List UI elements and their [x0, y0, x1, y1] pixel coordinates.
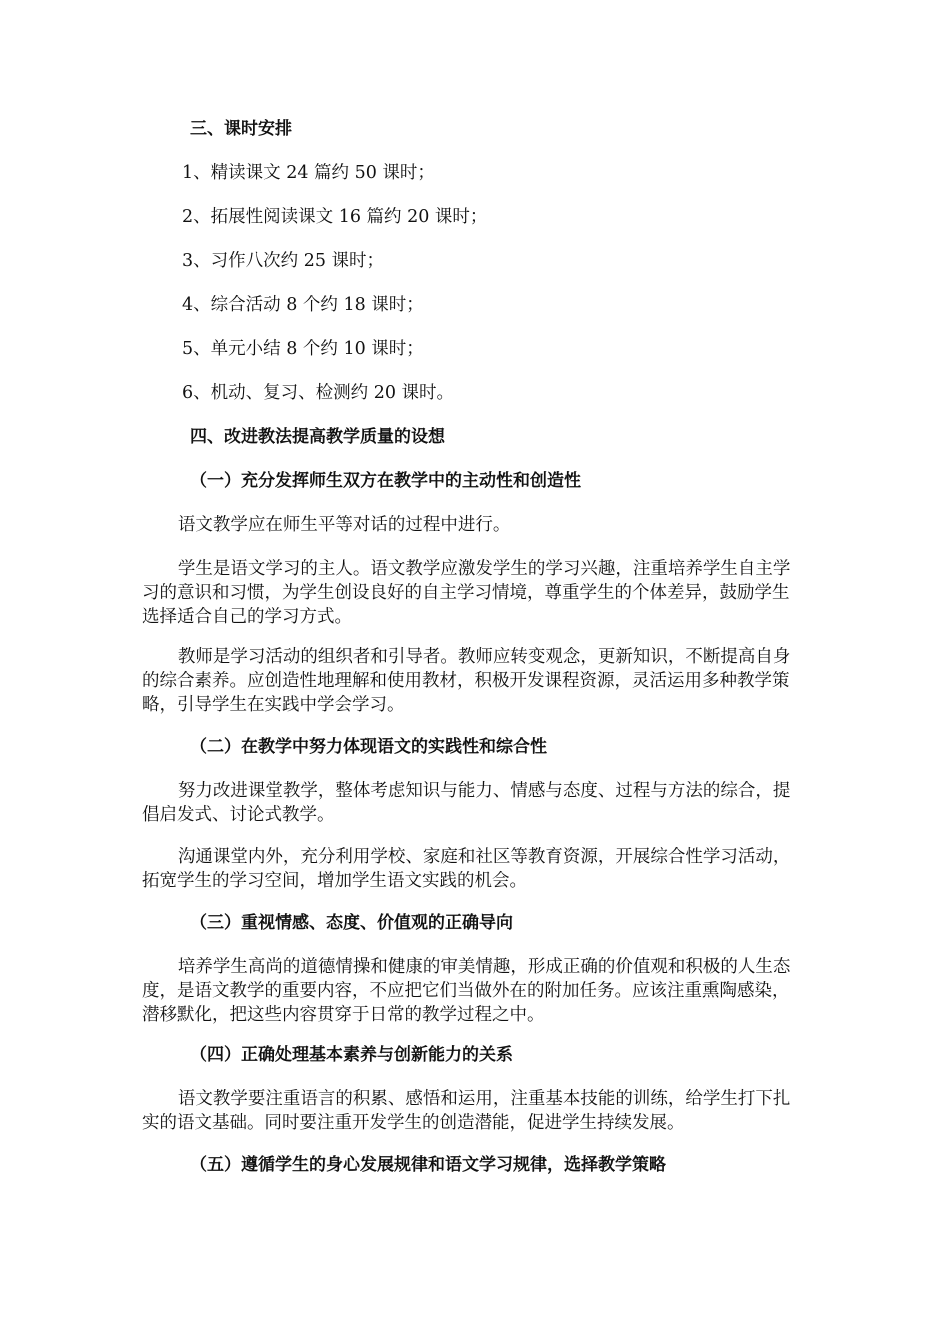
subsection-heading-3: （三）重视情感、态度、价值观的正确导向 [190, 913, 513, 933]
paragraph: 努力改进课堂教学，整体考虑知识与能力、情感与态度、过程与方法的综合，提倡启发式、讨论式教学。 [142, 781, 791, 825]
schedule-item: 1、精读课文 24 篇约 50 课时； [182, 163, 435, 183]
subsection-heading-4: （四）正确处理基本素养与创新能力的关系 [190, 1045, 513, 1065]
paragraph: 语文教学应在师生平等对话的过程中进行。 [177, 515, 511, 535]
paragraph: 沟通课堂内外，充分利用学校、家庭和社区等教育资源，开展综合性学习活动，拓宽学生的学习空间，增加学生语文实践的机会。 [142, 847, 791, 891]
section-heading-schedule: 三、课时安排 [190, 119, 292, 139]
paragraph: 教师是学习活动的组织者和引导者。教师应转变观念，更新知识，不断提高自身的综合素养。应创造性地理解和使用教材，积极开发课程资源，灵活运用多种教学策略，引导学生在实践中学会学习。 [142, 647, 791, 715]
paragraph: 语文教学要注重语言的积累、感悟和运用，注重基本技能的训练，给学生打下扎实的语文基础。同时要注重开发学生的创造潜能，促进学生持续发展。 [142, 1089, 791, 1133]
schedule-item: 4、综合活动 8 个约 18 课时； [182, 295, 424, 315]
schedule-item: 3、习作八次约 25 课时； [182, 251, 385, 271]
subsection-heading-2: （二）在教学中努力体现语文的实践性和综合性 [190, 737, 547, 757]
paragraph: 学生是语文学习的主人。语文教学应激发学生的学习兴趣，注重培养学生自主学习的意识和习惯，为学生创设良好的自主学习情境，尊重学生的个体差异，鼓励学生选择适合自己的学习方式。 [142, 559, 791, 627]
subsection-heading-1: （一）充分发挥师生双方在教学中的主动性和创造性 [190, 471, 581, 491]
schedule-item: 2、拓展性阅读课文 16 篇约 20 课时； [182, 207, 488, 227]
schedule-item: 5、单元小结 8 个约 10 课时； [182, 339, 424, 359]
subsection-heading-5: （五）遵循学生的身心发展规律和语文学习规律，选择教学策略 [190, 1155, 666, 1175]
schedule-item: 6、机动、复习、检测约 20 课时。 [182, 383, 455, 403]
section-heading-methods: 四、改进教法提高教学质量的设想 [190, 427, 445, 447]
paragraph: 培养学生高尚的道德情操和健康的审美情趣，形成正确的价值观和积极的人生态度，是语文教学的重要内容，不应把它们当做外在的附加任务。应该注重熏陶感染，潜移默化，把这些内容贯穿于日常的教学过程之中。 [142, 957, 791, 1025]
